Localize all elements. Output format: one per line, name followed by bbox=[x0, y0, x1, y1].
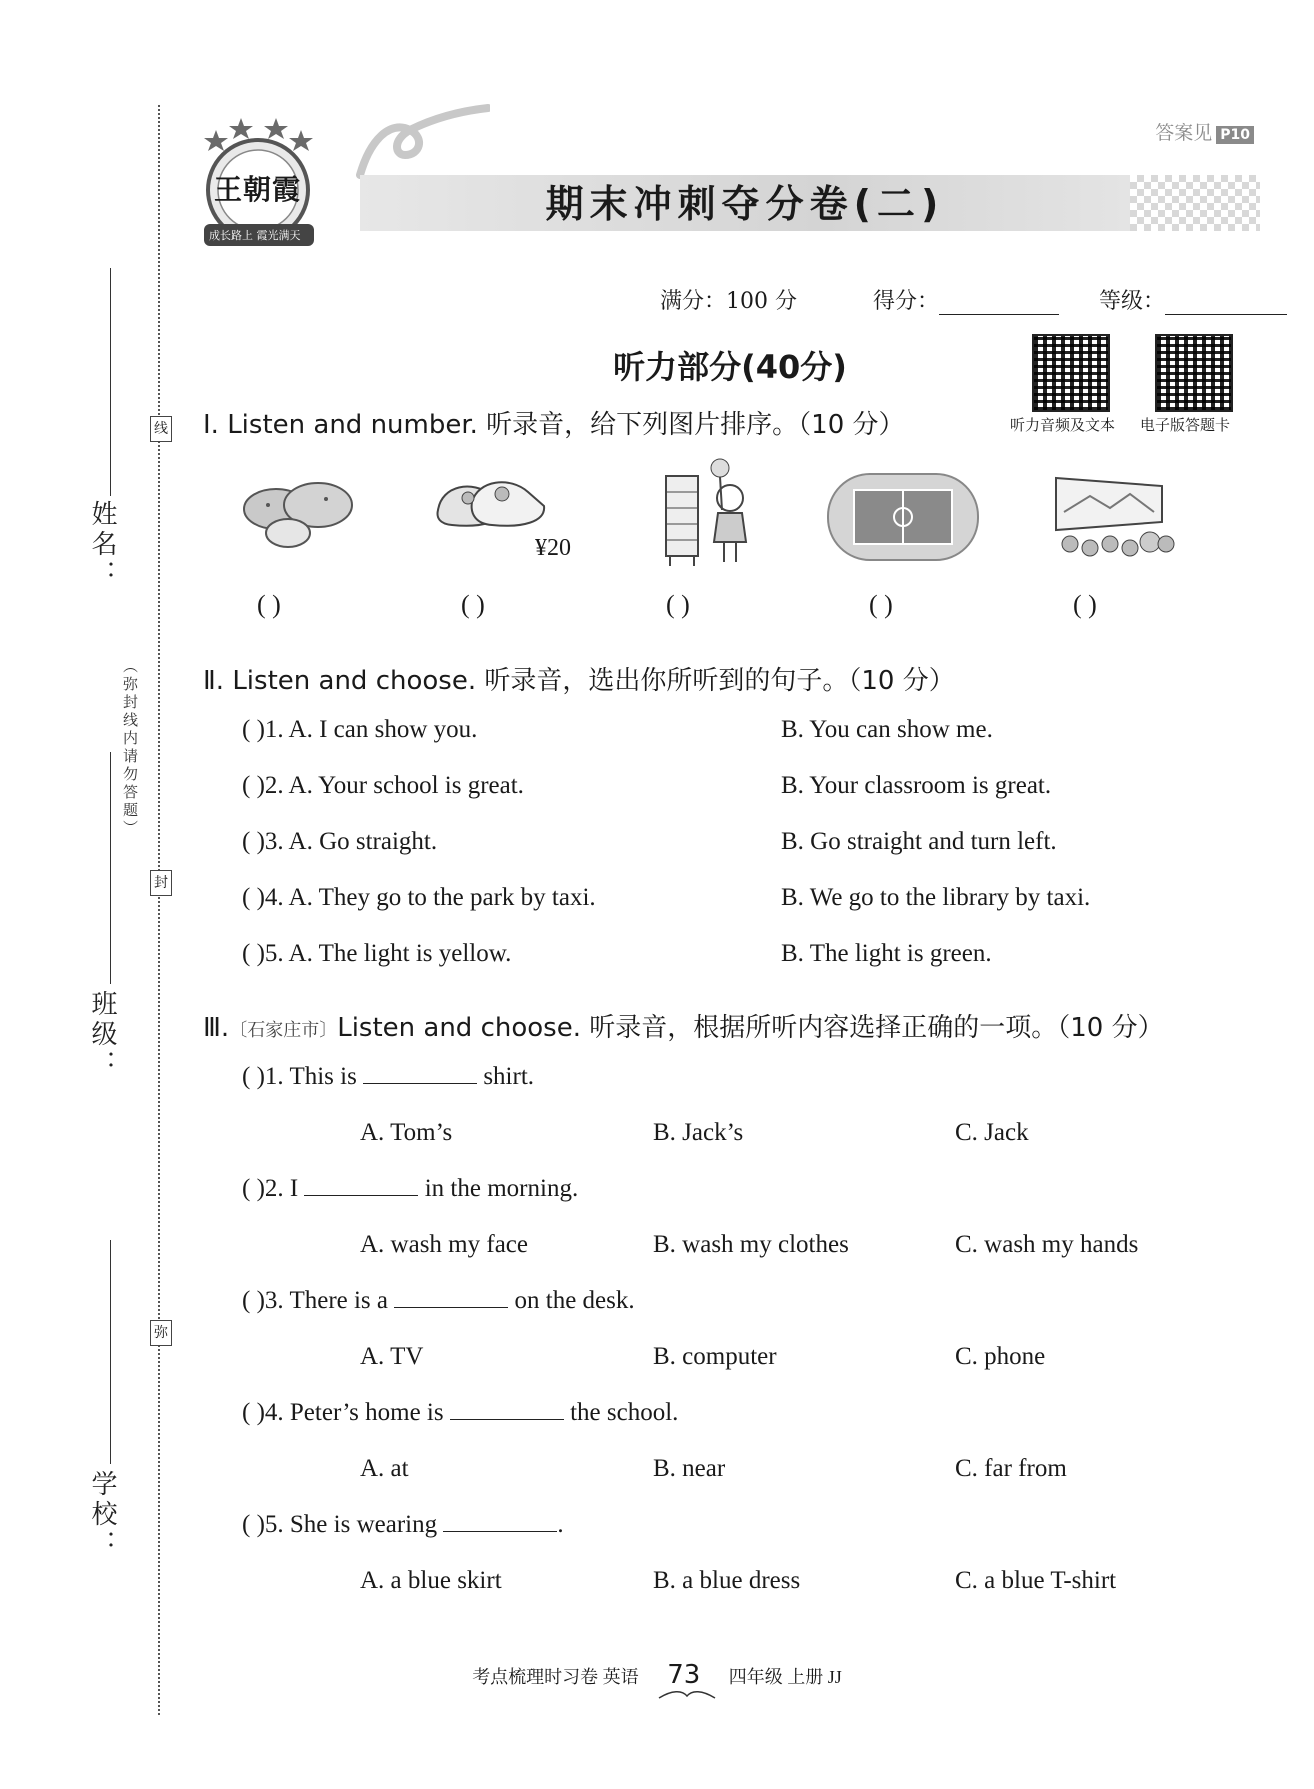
school-label: 学校： bbox=[87, 1470, 117, 1560]
s3-q1-blank[interactable] bbox=[363, 1065, 477, 1084]
s2-q5-b: B. The light is green. bbox=[781, 940, 992, 967]
s3-q3-b: B. computer bbox=[653, 1343, 777, 1370]
s3-q1-post: shirt. bbox=[483, 1063, 535, 1090]
s3-q3 bbox=[242, 1287, 635, 1315]
s3-region-tag: 〔石家庄市〕 bbox=[229, 1020, 338, 1040]
s2-q2-a: ( )2. A. Your school is great. bbox=[242, 772, 524, 799]
girl-drawers-image bbox=[660, 458, 766, 568]
s3-q2-blank[interactable] bbox=[304, 1177, 418, 1196]
qr-code-audio[interactable] bbox=[1032, 334, 1110, 412]
s2-q3-b: B. Go straight and turn left. bbox=[781, 828, 1057, 855]
page-title: 期末冲刺夺分卷(二) bbox=[545, 182, 945, 226]
s3-q5-post: . bbox=[557, 1511, 564, 1538]
s3-q2-pre: ( )2. I bbox=[242, 1175, 299, 1202]
seal-char-seal: 封 bbox=[150, 870, 172, 896]
s2-q4-a: ( )4. A. They go to the park by taxi. bbox=[242, 884, 596, 911]
s3-q3-pre: ( )3. There is a bbox=[242, 1287, 389, 1314]
stadium-image bbox=[826, 472, 980, 562]
section1-heading: Ⅰ. Listen and number. 听录音，给下列图片排序。（10 分） bbox=[203, 410, 905, 440]
s3-q4-c: C. far from bbox=[955, 1455, 1067, 1482]
s3-q2-c: C. wash my hands bbox=[955, 1231, 1139, 1258]
answer-reference bbox=[1155, 118, 1254, 145]
s2-q2-b: B. Your classroom is great. bbox=[781, 772, 1052, 799]
full-score: 满分：100 分 bbox=[660, 289, 797, 314]
s2-q4-b: B. We go to the library by taxi. bbox=[781, 884, 1091, 911]
page-number-text: 73 bbox=[667, 1660, 701, 1690]
cinema-image bbox=[1050, 472, 1176, 564]
s3-q5 bbox=[242, 1511, 564, 1539]
school-blank[interactable] bbox=[110, 1240, 111, 1464]
section3-heading bbox=[203, 1007, 1164, 1044]
s3-heading-text: Listen and choose. 听录音，根据所听内容选择正确的一项。（10 分） bbox=[337, 1013, 1164, 1043]
answer-paren-2[interactable]: ( ) bbox=[461, 590, 485, 619]
s2-q5-a: ( )5. A. The light is yellow. bbox=[242, 940, 512, 967]
qr-code-answer-card[interactable] bbox=[1155, 334, 1233, 412]
qr-label-answer-card: 电子版答题卡 bbox=[1140, 418, 1231, 434]
s3-q4-pre: ( )4. Peter’s home is bbox=[242, 1399, 444, 1426]
s3-q2-post: in the morning. bbox=[424, 1175, 579, 1202]
answer-paren-4[interactable]: ( ) bbox=[869, 590, 893, 619]
seal-char-close: 弥 bbox=[150, 1320, 172, 1346]
answer-ref-text: 答案见 bbox=[1155, 122, 1213, 144]
s3-q4 bbox=[242, 1399, 678, 1427]
s3-q1-b: B. Jack’s bbox=[653, 1119, 744, 1146]
page-footer bbox=[0, 1660, 1314, 1690]
answer-paren-1[interactable]: ( ) bbox=[257, 590, 281, 619]
ribbon-bow-graphic bbox=[330, 100, 490, 180]
s2-q3-a: ( )3. A. Go straight. bbox=[242, 828, 438, 855]
s3-q5-b: B. a blue dress bbox=[653, 1567, 801, 1594]
s3-q4-a: A. at bbox=[360, 1455, 409, 1482]
s2-q1-b: B. You can show me. bbox=[781, 716, 993, 743]
s3-q5-a: A. a blue skirt bbox=[360, 1567, 502, 1594]
name-blank[interactable] bbox=[110, 268, 111, 496]
score-blank[interactable] bbox=[939, 290, 1059, 315]
s2-q1-a: ( )1. A. I can show you. bbox=[242, 716, 478, 743]
binding-dotted-line bbox=[158, 105, 160, 1715]
answer-ref-page: P10 bbox=[1216, 126, 1254, 144]
book-icon bbox=[657, 1690, 717, 1700]
page-number bbox=[667, 1660, 700, 1690]
s3-q2-a: A. wash my face bbox=[360, 1231, 528, 1258]
logo-text: 王朝霞 bbox=[214, 173, 302, 206]
footer-right: 四年级 上册 JJ bbox=[728, 1667, 842, 1687]
shoes-image bbox=[432, 470, 557, 540]
answer-paren-5[interactable]: ( ) bbox=[1073, 590, 1097, 619]
s3-q4-post: the school. bbox=[570, 1399, 679, 1426]
section2-heading: Ⅱ. Listen and choose. 听录音，选出你所听到的句子。（10 分） bbox=[203, 666, 955, 696]
score-label: 得分： bbox=[873, 289, 940, 314]
seal-char-line: 线 bbox=[150, 416, 172, 442]
s3-q5-pre: ( )5. She is wearing bbox=[242, 1511, 438, 1538]
s3-q3-post: on the desk. bbox=[514, 1287, 635, 1314]
s3-q5-blank[interactable] bbox=[443, 1513, 557, 1532]
grade-blank[interactable] bbox=[1165, 290, 1287, 315]
s3-prefix: Ⅲ. bbox=[203, 1013, 230, 1043]
answer-paren-3[interactable]: ( ) bbox=[666, 590, 690, 619]
s3-q3-c: C. phone bbox=[955, 1343, 1046, 1370]
class-blank[interactable] bbox=[110, 752, 111, 984]
seal-note: （弥封线内请勿答题） bbox=[121, 658, 139, 838]
class-label: 班级： bbox=[87, 990, 117, 1080]
s3-q4-b: B. near bbox=[653, 1455, 726, 1482]
potatoes-image bbox=[238, 475, 358, 555]
listening-part-title: 听力部分(40分) bbox=[613, 348, 847, 386]
qr-label-audio: 听力音频及文本 bbox=[1010, 418, 1116, 434]
s3-q1 bbox=[242, 1063, 534, 1091]
s3-q1-pre: ( )1. This is bbox=[242, 1063, 357, 1090]
s3-q3-blank[interactable] bbox=[394, 1289, 508, 1308]
price-tag: ¥20 bbox=[535, 535, 571, 561]
s3-q3-a: A. TV bbox=[360, 1343, 424, 1370]
s3-q4-blank[interactable] bbox=[450, 1401, 564, 1420]
banner-pattern bbox=[1130, 175, 1260, 231]
s3-q1-c: C. Jack bbox=[955, 1119, 1029, 1146]
logo-slogan: 成长路上 霞光满天 bbox=[209, 229, 301, 242]
score-row bbox=[660, 284, 1287, 315]
footer-left: 考点梳理时习卷 英语 bbox=[472, 1667, 639, 1687]
grade-label: 等级： bbox=[1099, 289, 1166, 314]
s3-q5-c: C. a blue T-shirt bbox=[955, 1567, 1117, 1594]
s3-q2 bbox=[242, 1175, 578, 1203]
name-label: 姓名： bbox=[87, 500, 117, 590]
s3-q1-a: A. Tom’s bbox=[360, 1119, 453, 1146]
s3-q2-b: B. wash my clothes bbox=[653, 1231, 849, 1258]
